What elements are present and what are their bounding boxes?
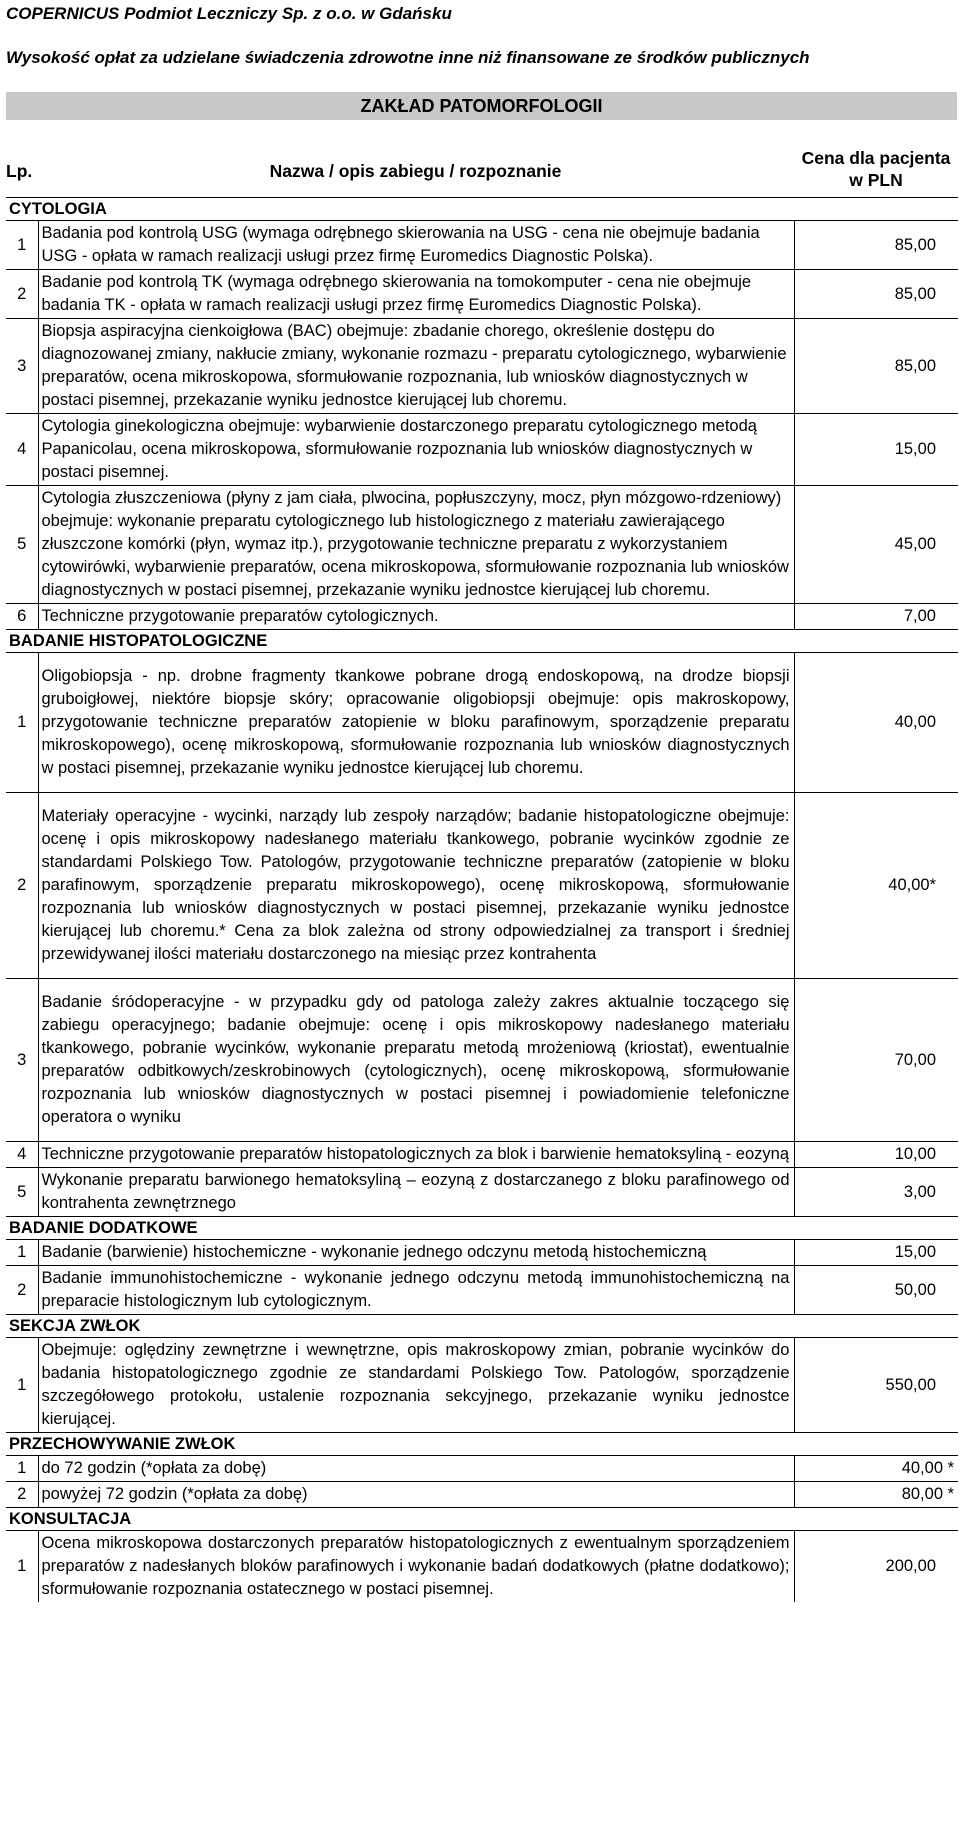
column-header-price: Cena dla pacjenta w PLN bbox=[801, 148, 951, 190]
row-number: 5 bbox=[6, 486, 38, 604]
table-row bbox=[6, 414, 958, 486]
row-number: 1 bbox=[6, 221, 38, 270]
section-title: KONSULTACJA bbox=[6, 1508, 958, 1531]
table-header-row bbox=[6, 145, 958, 198]
section-header-row bbox=[6, 1508, 958, 1531]
row-number: 2 bbox=[6, 793, 38, 979]
row-description: powyżej 72 godzin (*opłata za dobę) bbox=[38, 1482, 794, 1508]
row-description: Ocena mikroskopowa dostarczonych preparatów histopatologicznych z ewentualnym sporządzeniem preparatów z nadesłanych bloków parafinowych i wykonanie badań dodatkowych (płatne dodatkowo); sformułowanie rozpoznania ostatecznego w postaci pisemnej. bbox=[38, 1531, 794, 1603]
section-header-row bbox=[6, 1315, 958, 1338]
row-description: Biopsja aspiracyjna cienkoigłowa (BAC) obejmuje: zbadanie chorego, określenie dostępu do diagnozowanej zmiany, nakłucie zmiany, wykonanie rozmazu - preparatu cytologicznego, wybarwienie preparatów, ocena mikroskopowa, sformułowanie rozpoznania, lub wniosków diagnostycznych w postaci pisemnej, przekazanie wyniku jednostce kierującej lub choremu. bbox=[38, 319, 794, 414]
row-description: Badanie śródoperacyjne - w przypadku gdy od patologa zależy zakres aktualnie toczącego się zabiegu operacyjnego; badanie obejmuje: ocenę i opis mikroskopowy nadesłanego materiału tkankowego, pobranie wycinków, wykonanie preparatu metodą mrożeniową (kriostat), ewentualnie preparatów odbitkowych/zeskrobinowych (cytologicznych), ocenę mikroskopową, sformułowanie rozpoznania lub wniosków diagnostycznych w postaci pisemnej i powiadomienie telefoniczne operatora o wyniku bbox=[38, 979, 794, 1142]
row-description: Materiały operacyjne - wycinki, narządy lub zespoły narządów; badanie histopatologiczne obejmuje: ocenę i opis mikroskopowy nadesłanego materiału tkankowego, pobranie wycinków zgodnie ze standardami Polskiego Tow. Patologów, przygotowanie techniczne preparatów (zatopienie w bloku parafinowym, sporządzenie preparatu mikroskopowego), ocenę mikroskopową, sformułowanie rozpoznania lub wniosków diagnostycznych w postaci pisemnej, przekazanie wyniku jednostce kierującej lub choremu.* Cena za blok zależna od strony odpowiedzialnej za transport i średniej przewidywanej ilości materiału dostarczonego na miesiąc przez kontrahenta bbox=[38, 793, 794, 979]
row-price: 40,00* bbox=[794, 793, 958, 979]
company-name: COPERNICUS Podmiot Leczniczy Sp. z o.o. w Gdańsku bbox=[6, 4, 452, 23]
row-price: 50,00 bbox=[794, 1266, 958, 1315]
table-row bbox=[6, 1482, 958, 1508]
section-header-row bbox=[6, 1217, 958, 1240]
row-price: 7,00 bbox=[794, 604, 958, 630]
row-description: do 72 godzin (*opłata za dobę) bbox=[38, 1456, 794, 1482]
column-header-description: Nazwa / opis zabiegu / rozpoznanie bbox=[269, 161, 562, 181]
row-description: Techniczne przygotowanie preparatów cytologicznych. bbox=[38, 604, 794, 630]
row-number: 1 bbox=[6, 1531, 38, 1603]
section-title: PRZECHOWYWANIE ZWŁOK bbox=[6, 1433, 958, 1456]
price-table bbox=[6, 145, 958, 1602]
table-row bbox=[6, 1338, 958, 1433]
table-row bbox=[6, 1456, 958, 1482]
table-row bbox=[6, 979, 958, 1142]
row-description: Badanie (barwienie) histochemiczne - wykonanie jednego odczynu metodą histochemiczną bbox=[38, 1240, 794, 1266]
row-number: 2 bbox=[6, 270, 38, 319]
section-title: BADANIE DODATKOWE bbox=[6, 1217, 958, 1240]
row-number: 2 bbox=[6, 1482, 38, 1508]
row-price: 15,00 bbox=[794, 1240, 958, 1266]
table-row bbox=[6, 319, 958, 414]
section-title: SEKCJA ZWŁOK bbox=[6, 1315, 958, 1338]
row-price: 200,00 bbox=[794, 1531, 958, 1603]
table-row bbox=[6, 1266, 958, 1315]
table-row bbox=[6, 653, 958, 793]
row-price: 15,00 bbox=[794, 414, 958, 486]
row-description: Obejmuje: oględziny zewnętrzne i wewnętrzne, opis makroskopowy zmian, pobranie wycinków do badania histopatologicznego zgodnie ze standardami Polskiego Tow. Patologów, sporządzenie szczegółowego protokołu, ustalenie rozpoznania sekcyjnego, przekazanie wyniku jednostce kierującej. bbox=[38, 1338, 794, 1433]
row-number: 3 bbox=[6, 319, 38, 414]
section-header-row bbox=[6, 630, 958, 653]
row-number: 1 bbox=[6, 1240, 38, 1266]
row-number: 5 bbox=[6, 1168, 38, 1217]
department-banner: ZAKŁAD PATOMORFOLOGII bbox=[6, 92, 957, 120]
table-row bbox=[6, 1142, 958, 1168]
section-header-row bbox=[6, 1433, 958, 1456]
section-title: CYTOLOGIA bbox=[6, 198, 958, 221]
row-description: Cytologia złuszczeniowa (płyny z jam ciała, plwocina, popłuszczyny, mocz, płyn mózgowo-rdzeniowy) obejmuje: wykonanie preparatu cytologicznego lub histologicznego z materiału zawierającego złuszczone komórki (płyn, wymaz itp.), przygotowanie techniczne preparatu z wykorzystaniem cytowirówki, wybarwienie preparatów, ocena mikroskopowa, sformułowanie rozpoznania lub wniosków diagnostycznych w postaci pisemnej, przekazanie wyniku jednostce kierującej lub choremu. bbox=[38, 486, 794, 604]
table-row bbox=[6, 1240, 958, 1266]
row-price: 40,00 * bbox=[794, 1456, 958, 1482]
row-description: Badanie immunohistochemiczne - wykonanie jednego odczynu metodą immunohistochemiczną na preparacie histologicznym lub cytologicznym. bbox=[38, 1266, 794, 1315]
row-number: 1 bbox=[6, 1456, 38, 1482]
document-subtitle: Wysokość opłat za udzielane świadczenia zdrowotne inne niż finansowane ze środków publicznych bbox=[6, 48, 810, 67]
row-price: 3,00 bbox=[794, 1168, 958, 1217]
row-description: Oligobiopsja - np. drobne fragmenty tkankowe pobrane drogą endoskopową, na drodze biopsji gruboigłowej, niektóre biopsje skóry; opracowanie oligobiopsji obejmuje: opis makroskopowy, przygotowanie techniczne preparatów zatopienie w bloku parafinowym, sporządzenie preparatu mikroskopowego), ocenę mikroskopową, sformułowanie rozpoznania lub wniosków diagnostycznych w postaci pisemnej, przekazanie wyniku jednostce kierującej lub choremu. bbox=[38, 653, 794, 793]
table-row bbox=[6, 1531, 958, 1603]
row-number: 1 bbox=[6, 1338, 38, 1433]
row-description: Techniczne przygotowanie preparatów histopatologicznych za blok i barwienie hematoksyliną - eozyną bbox=[38, 1142, 794, 1168]
row-number: 6 bbox=[6, 604, 38, 630]
row-description: Badanie pod kontrolą TK (wymaga odrębnego skierowania na tomokomputer - cena nie obejmuje badania TK - opłata w ramach realizacji usługi przez firmę Euromedics Diagnostic Polska). bbox=[38, 270, 794, 319]
row-description: Wykonanie preparatu barwionego hematoksyliną – eozyną z dostarczanego z bloku parafinowego od kontrahenta zewnętrznego bbox=[38, 1168, 794, 1217]
row-price: 80,00 * bbox=[794, 1482, 958, 1508]
section-title: BADANIE HISTOPATOLOGICZNE bbox=[6, 630, 958, 653]
table-row bbox=[6, 270, 958, 319]
row-number: 3 bbox=[6, 979, 38, 1142]
column-header-no: Lp. bbox=[6, 161, 33, 181]
row-price: 85,00 bbox=[794, 319, 958, 414]
row-price: 85,00 bbox=[794, 221, 958, 270]
row-price: 85,00 bbox=[794, 270, 958, 319]
row-description: Cytologia ginekologiczna obejmuje: wybarwienie dostarczonego preparatu cytologicznego metodą Papanicolau, ocena mikroskopowa, sformułowanie rozpoznania lub wniosków diagnostycznych w postaci pisemnej. bbox=[38, 414, 794, 486]
table-row bbox=[6, 793, 958, 979]
row-description: Badania pod kontrolą USG (wymaga odrębnego skierowania na USG - cena nie obejmuje badania USG - opłata w ramach realizacji usługi przez firmę Euromedics Diagnostic Polska). bbox=[38, 221, 794, 270]
table-row bbox=[6, 221, 958, 270]
row-price: 40,00 bbox=[794, 653, 958, 793]
row-number: 1 bbox=[6, 653, 38, 793]
table-row bbox=[6, 604, 958, 630]
row-price: 45,00 bbox=[794, 486, 958, 604]
row-number: 2 bbox=[6, 1266, 38, 1315]
section-header-row bbox=[6, 198, 958, 221]
row-price: 550,00 bbox=[794, 1338, 958, 1433]
row-number: 4 bbox=[6, 414, 38, 486]
table-row bbox=[6, 1168, 958, 1217]
row-price: 70,00 bbox=[794, 979, 958, 1142]
row-price: 10,00 bbox=[794, 1142, 958, 1168]
table-row bbox=[6, 486, 958, 604]
row-number: 4 bbox=[6, 1142, 38, 1168]
